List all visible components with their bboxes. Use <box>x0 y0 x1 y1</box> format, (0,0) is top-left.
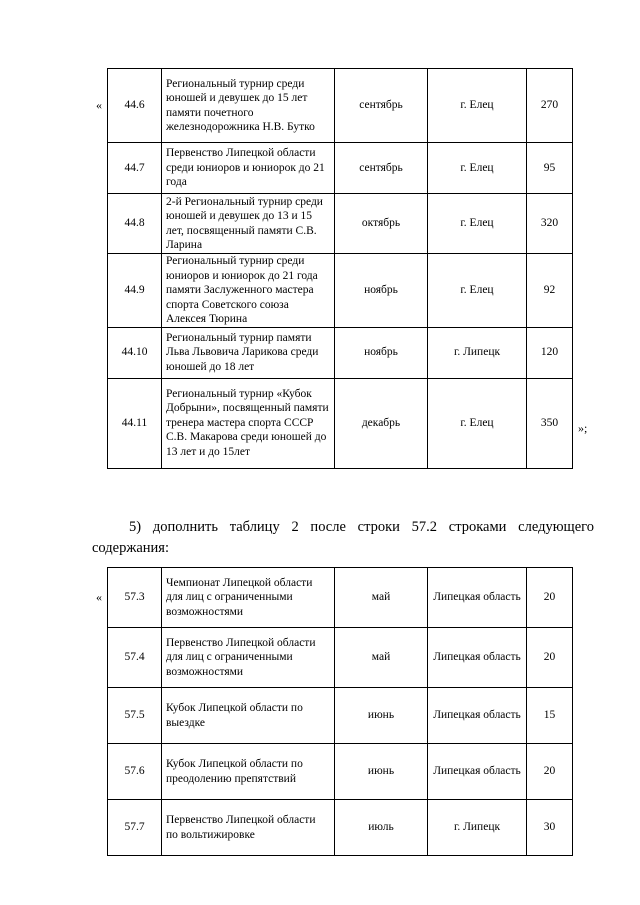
table-row <box>108 254 573 328</box>
participant-count: 30 <box>527 800 573 856</box>
event-name: Первенство Липецкой области по вольтижировке <box>162 800 335 856</box>
event-place: Липецкая область <box>428 688 527 744</box>
row-number: 44.8 <box>108 194 162 254</box>
table-row <box>108 378 573 468</box>
row-number: 44.6 <box>108 69 162 143</box>
row-number: 57.7 <box>108 800 162 856</box>
table-row <box>108 143 573 194</box>
event-place: г. Елец <box>428 143 527 194</box>
event-name: Региональный турнир памяти Льва Львовича Ларикова среди юношей до 18 лет <box>162 327 335 378</box>
event-month: октябрь <box>335 194 428 254</box>
row-number: 44.10 <box>108 327 162 378</box>
amendment-paragraph: 5) дополнить таблицу 2 после строки 57.2 строками следующего содержания: <box>92 518 594 556</box>
participant-count: 20 <box>527 744 573 800</box>
opening-quote-mark: « <box>96 590 102 604</box>
event-name: 2-й Региональный турнир среди юношей и девушек до 13 и 15 лет, посвященный памяти С.В. Ларина <box>162 194 335 254</box>
event-name: Чемпионат Липецкой области для лиц с ограниченными возможностями <box>162 568 335 628</box>
event-place: г. Липецк <box>428 327 527 378</box>
table-row <box>108 628 573 688</box>
row-number: 57.4 <box>108 628 162 688</box>
participant-count: 20 <box>527 568 573 628</box>
event-place: Липецкая область <box>428 744 527 800</box>
event-month: май <box>335 568 428 628</box>
event-place: г. Елец <box>428 194 527 254</box>
event-month: сентябрь <box>335 143 428 194</box>
event-place: г. Елец <box>428 254 527 328</box>
event-month: июль <box>335 800 428 856</box>
table-row <box>108 327 573 378</box>
event-name: Первенство Липецкой области для лиц с ограниченными возможностями <box>162 628 335 688</box>
participant-count: 350 <box>527 378 573 468</box>
table-row <box>108 688 573 744</box>
participant-count: 15 <box>527 688 573 744</box>
event-name: Региональный турнир среди юниоров и юниорок до 21 года памяти Заслуженного мастера спорта Советского союза Алексея Тюрина <box>162 254 335 328</box>
participant-count: 20 <box>527 628 573 688</box>
event-name: Кубок Липецкой области по преодолению препятствий <box>162 744 335 800</box>
table-row <box>108 194 573 254</box>
row-number: 57.5 <box>108 688 162 744</box>
event-month: декабрь <box>335 378 428 468</box>
participant-count: 120 <box>527 327 573 378</box>
events-table-44 <box>107 68 573 469</box>
event-name: Кубок Липецкой области по выездке <box>162 688 335 744</box>
event-month: июнь <box>335 744 428 800</box>
events-table-57 <box>107 567 573 856</box>
event-place: г. Елец <box>428 69 527 143</box>
row-number: 57.6 <box>108 744 162 800</box>
closing-quote-mark: »; <box>578 421 588 435</box>
row-number: 44.9 <box>108 254 162 328</box>
table-row <box>108 568 573 628</box>
row-number: 44.11 <box>108 378 162 468</box>
event-place: Липецкая область <box>428 568 527 628</box>
event-month: май <box>335 628 428 688</box>
table-row <box>108 800 573 856</box>
event-name: Региональный турнир среди юношей и девушек до 15 лет памяти почетного железнодорожника Н.В. Бутко <box>162 69 335 143</box>
participant-count: 320 <box>527 194 573 254</box>
event-name: Первенство Липецкой области среди юниоров и юниорок до 21 года <box>162 143 335 194</box>
event-name: Региональный турнир «Кубок Добрыни», посвященный памяти тренера мастера спорта СССР С.В. Макарова среди юношей до 13 лет и до 15лет <box>162 378 335 468</box>
participant-count: 92 <box>527 254 573 328</box>
row-number: 57.3 <box>108 568 162 628</box>
event-month: ноябрь <box>335 327 428 378</box>
event-month: июнь <box>335 688 428 744</box>
table-row <box>108 69 573 143</box>
event-month: сентябрь <box>335 69 428 143</box>
row-number: 44.7 <box>108 143 162 194</box>
table-row <box>108 744 573 800</box>
event-place: г. Липецк <box>428 800 527 856</box>
event-place: г. Елец <box>428 378 527 468</box>
participant-count: 270 <box>527 69 573 143</box>
event-place: Липецкая область <box>428 628 527 688</box>
event-month: ноябрь <box>335 254 428 328</box>
opening-quote-mark: « <box>96 98 102 112</box>
participant-count: 95 <box>527 143 573 194</box>
